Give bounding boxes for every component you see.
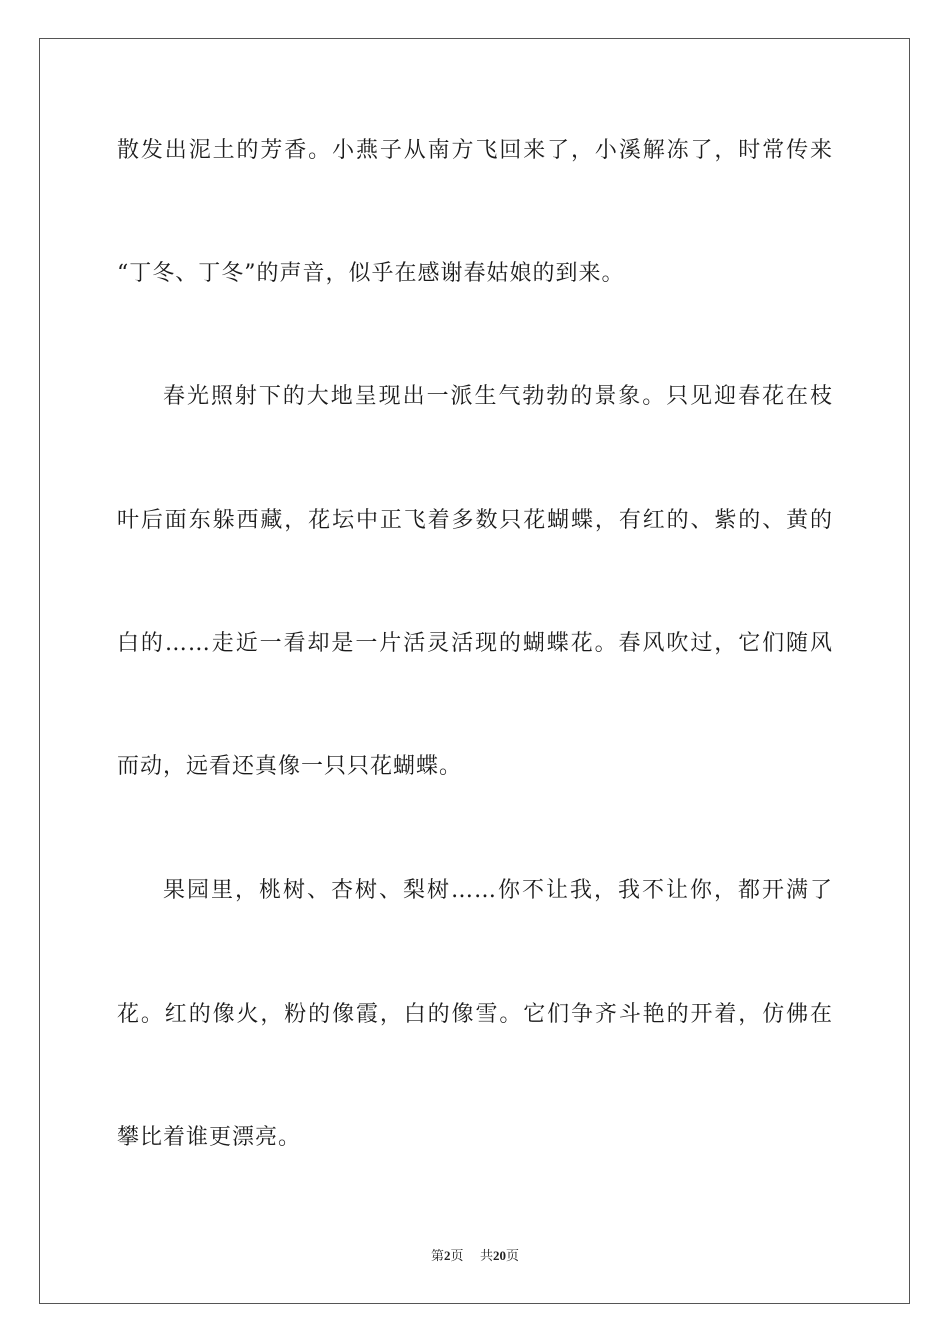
- text-line: 花。红的像火，粉的像霞，白的像雪。它们争齐斗艳的开着，仿佛在: [117, 1002, 833, 1027]
- total-pages: 20: [493, 1248, 507, 1263]
- page-border: [39, 38, 910, 1304]
- page-number: 2: [443, 1248, 451, 1263]
- text-line: 果园里，桃树、杏树、梨树……你不让我，我不让你，都开满了: [163, 878, 833, 903]
- text-line: 散发出泥土的芳香。小燕子从南方飞回来了，小溪解冻了，时常传来: [117, 138, 833, 163]
- total-suffix: 页: [506, 1249, 520, 1264]
- page-suffix: 页: [450, 1249, 464, 1264]
- text-line: 叶后面东躲西藏，花坛中正飞着多数只花蝴蝶，有红的、紫的、黄的: [117, 508, 833, 533]
- page-footer: [0, 1248, 950, 1265]
- text-line: 攀比着谁更漂亮。: [117, 1125, 302, 1150]
- text-line: “丁冬、丁冬”的声音，似乎在感谢春姑娘的到来。: [117, 261, 625, 286]
- page-prefix: 第: [430, 1249, 444, 1264]
- text-line: 而动，远看还真像一只只花蝴蝶。: [117, 754, 463, 779]
- text-line: 春光照射下的大地呈现出一派生气勃勃的景象。只见迎春花在枝: [163, 384, 833, 409]
- total-prefix: 共: [480, 1249, 494, 1264]
- text-line: 白的……走近一看却是一片活灵活现的蝴蝶花。春风吹过，它们随风: [117, 631, 833, 656]
